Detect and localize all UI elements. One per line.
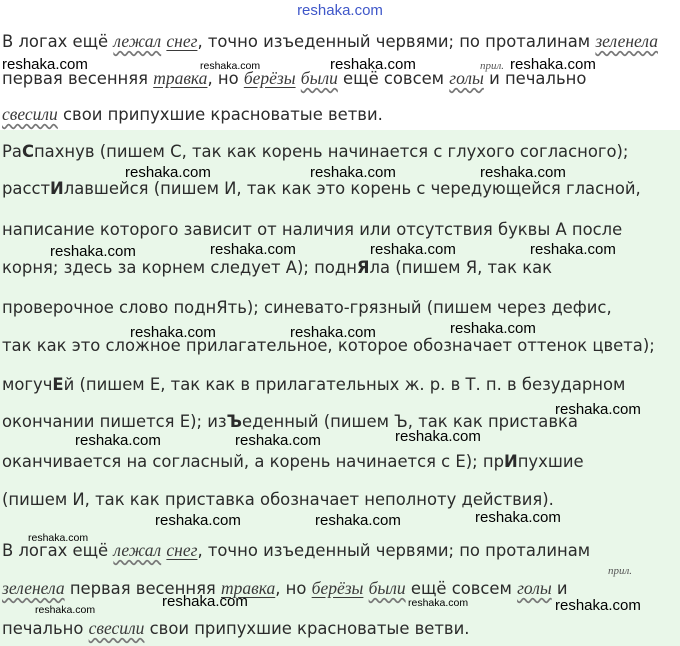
answer-line: написание которого зависит от наличия или отсутствия буквы А после [2, 220, 623, 239]
subject-word: снег [166, 31, 198, 51]
watermark: reshaka.com [530, 241, 616, 258]
watermark: reshaka.com [210, 241, 296, 258]
watermark: reshaka.com [235, 432, 321, 449]
watermark: reshaka.com [162, 593, 248, 610]
watermark: reshaka.com [75, 432, 161, 449]
watermark: reshaka.com [125, 164, 211, 181]
subject-word: снег [166, 540, 198, 560]
predicate-word: лежал [113, 31, 162, 51]
predicate-word: были [300, 68, 338, 88]
answer-line: корня; здесь за корнем следует А); поднЯла (пишем Я, так как [2, 258, 553, 277]
task-line-1: В логах ещё лежал снег, точно изъеденный червями; по проталинам зеленела [2, 31, 658, 51]
subject-word: берёзы [243, 68, 296, 88]
predicate-word: были [368, 578, 406, 598]
watermark: reshaka.com [28, 532, 89, 544]
result-line-2: зеленела первая весенняя травка, но берёзы были ещё совсем голы и [2, 578, 568, 598]
watermark: reshaka.com [35, 604, 96, 616]
watermark: reshaka.com [395, 428, 481, 445]
answer-line: (пишем И, так как приставка обозначает неполноту действия). [2, 490, 554, 509]
answer-line: могучЕй (пишем Е, так как в прилагательных ж. р. в Т. п. в безударном [2, 375, 626, 394]
watermark: reshaka.com [555, 401, 641, 418]
answer-line: РаСпахнув (пишем С, так как корень начинается с глухого согласного); [2, 142, 629, 161]
predicate-word: голы [449, 68, 484, 88]
part-of-speech-note: прил. [480, 60, 505, 72]
answer-line: проверочное слово поднЯть); синевато-грязный (пишем через дефис, [2, 298, 612, 317]
answer-line: расстИлавшейся (пишем И, так как это корень с чередующейся гласной, [2, 179, 641, 198]
watermark: reshaka.com [2, 56, 88, 73]
watermark: reshaka.com [450, 320, 536, 337]
watermark: reshaka.com [50, 243, 136, 260]
result-line-3: печально свесили свои припухшие красноватые ветви. [2, 618, 470, 638]
subject-word: травка [221, 578, 276, 598]
result-line-1: В логах ещё лежал снег, точно изъеденный червями; по проталинам [2, 540, 591, 560]
task-line-2: первая весенняя травка, но берёзы были ещё совсем голы и печально [2, 68, 587, 88]
watermark: reshaka.com [555, 597, 641, 614]
watermark: reshaka.com [330, 56, 416, 73]
watermark: reshaka.com [315, 512, 401, 529]
watermark: reshaka.com [510, 56, 596, 73]
watermark: reshaka.com [480, 164, 566, 181]
predicate-word: лежал [113, 540, 162, 560]
task-line-3: свесили свои припухшие красноватые ветви. [2, 104, 383, 124]
watermark: reshaka.com [155, 512, 241, 529]
watermark: reshaka.com [310, 164, 396, 181]
subject-word: травка [153, 68, 208, 88]
watermark: reshaka.com [370, 241, 456, 258]
predicate-word: зеленела [595, 31, 658, 51]
answer-line: окончании пишется Е); изЪеденный (пишем Ъ, так как приставка [2, 412, 578, 431]
watermark: reshaka.com [475, 509, 561, 526]
watermark-top: reshaka.com [297, 2, 383, 19]
answer-line: оканчивается на согласный, а корень начинается с Е); прИпухшие [2, 452, 584, 471]
watermark: reshaka.com [200, 60, 261, 72]
predicate-word: свесили [88, 618, 145, 638]
predicate-word: свесили [2, 104, 58, 124]
predicate-word: голы [517, 578, 552, 598]
answer-line: так как это сложное прилагательное, которое обозначает оттенок цвета); [2, 336, 655, 355]
subject-word: берёзы [311, 578, 364, 598]
predicate-word: зеленела [2, 578, 65, 598]
part-of-speech-note: прил. [608, 565, 633, 577]
watermark: reshaka.com [130, 324, 216, 341]
watermark: reshaka.com [290, 324, 376, 341]
watermark: reshaka.com [408, 597, 469, 609]
